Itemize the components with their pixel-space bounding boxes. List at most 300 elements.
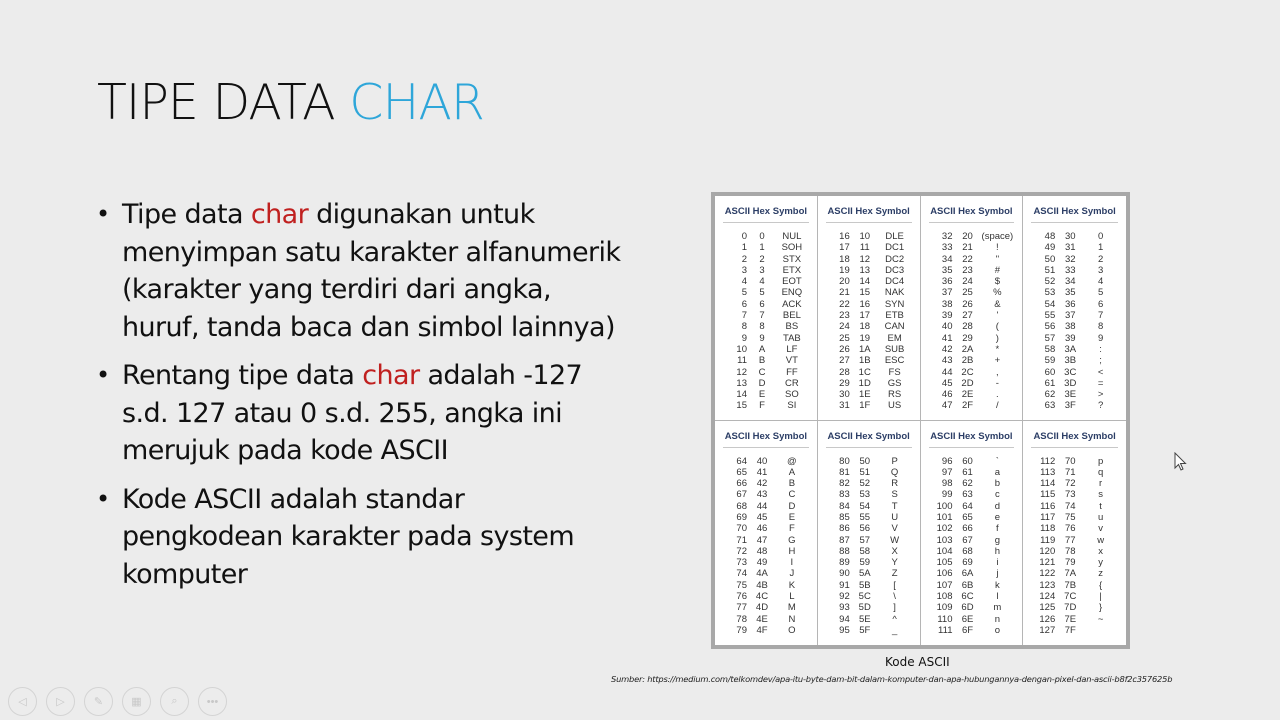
ascii-row [721, 333, 811, 344]
ascii-hex: 12 [859, 253, 871, 265]
ascii-decimal: 108 [936, 591, 953, 603]
ascii-symbol: DC3 [885, 264, 905, 276]
ascii-hex: C [758, 366, 766, 378]
ascii-block-header: ASCII Hex Symbol [723, 431, 809, 448]
ascii-decimal: 59 [1044, 355, 1056, 367]
ascii-decimal: 127 [1039, 624, 1056, 636]
ascii-decimal: 35 [941, 264, 953, 276]
bullet-item [96, 481, 626, 594]
ascii-row [927, 512, 1017, 523]
ascii-symbol: ETB [885, 310, 904, 322]
ascii-row [721, 355, 811, 366]
ascii-row [927, 276, 1017, 287]
ascii-hex: 69 [962, 557, 973, 569]
ascii-row [927, 378, 1017, 389]
ascii-symbol: Q [890, 466, 899, 478]
ascii-decimal: 62 [1044, 389, 1056, 401]
ascii-decimal: 26 [839, 343, 850, 355]
ascii-decimal: 24 [839, 321, 850, 333]
ascii-decimal: 109 [936, 602, 953, 614]
ascii-symbol: (space) [981, 231, 1014, 242]
ascii-row [927, 355, 1017, 366]
ascii-row [927, 400, 1017, 411]
image-caption: Kode ASCII [885, 655, 950, 669]
ascii-decimal: 54 [1044, 298, 1056, 310]
ascii-symbol: y [1098, 557, 1103, 569]
ascii-hex: 7D [1064, 602, 1077, 614]
ascii-symbol: ^ [892, 613, 897, 625]
ascii-row [927, 591, 1017, 602]
ascii-hex: 2 [759, 253, 765, 265]
ascii-decimal: 101 [936, 511, 953, 523]
ascii-row [721, 231, 811, 242]
ascii-decimal: 111 [938, 624, 953, 636]
ascii-hex: 56 [859, 523, 871, 535]
ascii-decimal: 93 [839, 602, 850, 614]
ascii-symbol: SYN [884, 298, 905, 310]
ascii-decimal: 61 [1044, 377, 1056, 389]
ascii-hex: 3F [1064, 400, 1076, 412]
pen-tool-icon: ✎ [93, 696, 104, 708]
ascii-row [927, 535, 1017, 546]
ascii-hex: 50 [859, 455, 871, 467]
ascii-hex: 8 [759, 321, 765, 333]
ascii-symbol: TAB [782, 332, 801, 344]
ascii-row [927, 231, 1017, 242]
ascii-symbol: 4 [1097, 276, 1104, 288]
ascii-decimal: 56 [1044, 321, 1056, 333]
ascii-decimal: 17 [839, 242, 850, 254]
ascii-decimal: 42 [941, 343, 953, 355]
ascii-symbol: d [994, 500, 1001, 512]
ascii-row [927, 501, 1017, 512]
highlight-keyword: char [362, 360, 420, 391]
ascii-row [1029, 591, 1120, 602]
ascii-row [927, 489, 1017, 500]
ascii-symbol: 3 [1097, 264, 1104, 276]
ascii-symbol: B [788, 478, 796, 490]
ascii-symbol: ` [995, 455, 999, 467]
ascii-symbol: SI [787, 400, 797, 412]
ascii-block [1023, 196, 1126, 421]
title-accent: CHAR [349, 74, 484, 131]
ascii-row [927, 367, 1017, 378]
ascii-block-header: ASCII Hex Symbol [826, 206, 912, 223]
ascii-decimal: 38 [941, 298, 953, 310]
ascii-row [1029, 489, 1120, 500]
ascii-hex: 68 [962, 545, 973, 557]
ascii-decimal: 95 [839, 624, 850, 636]
ascii-row [824, 321, 914, 332]
ascii-decimal: 89 [839, 557, 850, 569]
ascii-row [1029, 523, 1120, 534]
ascii-hex: 1A [858, 343, 871, 355]
bullet-item [96, 196, 626, 346]
ascii-hex: 72 [1064, 478, 1076, 490]
ascii-symbol: EM [887, 332, 902, 344]
ascii-block-header: ASCII Hex Symbol [1031, 431, 1118, 448]
ascii-symbol: f [996, 523, 999, 535]
ascii-symbol: RS [888, 389, 902, 401]
ascii-symbol: R [891, 478, 899, 490]
ascii-symbol: FS [888, 366, 901, 378]
ascii-symbol: A [788, 466, 796, 478]
ascii-symbol: LF [786, 343, 798, 355]
ascii-decimal: 106 [936, 568, 953, 580]
ascii-decimal: 80 [839, 455, 850, 467]
ascii-symbol: 8 [1097, 321, 1104, 333]
ascii-hex: 7F [1064, 624, 1076, 636]
ascii-symbol: m [993, 602, 1002, 614]
ascii-block [715, 421, 818, 646]
next-slide-button[interactable] [46, 687, 75, 716]
ascii-decimal: 45 [941, 377, 953, 389]
ascii-symbol: { [1099, 579, 1103, 591]
ascii-hex: 57 [859, 534, 871, 546]
ascii-hex: 10 [859, 231, 871, 242]
ascii-decimal: 113 [1040, 466, 1056, 478]
ascii-row [1029, 614, 1120, 625]
ascii-row [721, 344, 811, 355]
ascii-row [824, 367, 914, 378]
ascii-row [1029, 265, 1120, 276]
ascii-hex: 47 [756, 534, 768, 546]
ascii-hex: 18 [859, 321, 871, 333]
ascii-symbol: q [1097, 466, 1104, 478]
ascii-row [1029, 568, 1120, 579]
ascii-hex: B [758, 355, 766, 367]
more-options-button[interactable] [198, 687, 227, 716]
ascii-symbol: H [788, 545, 796, 557]
ascii-row [824, 557, 914, 568]
ascii-row [927, 344, 1017, 355]
ascii-row [721, 489, 811, 500]
ascii-row [824, 355, 914, 366]
ascii-decimal: 69 [736, 511, 747, 523]
ascii-decimal: 44 [941, 366, 953, 378]
ascii-hex: 25 [962, 287, 973, 299]
ascii-row [927, 557, 1017, 568]
ascii-hex: A [758, 343, 766, 355]
ascii-decimal: 0 [741, 231, 747, 242]
ascii-symbol: ) [995, 332, 999, 344]
ascii-hex: 1C [858, 366, 871, 378]
ascii-hex: 5C [858, 591, 871, 603]
ascii-decimal: 9 [741, 332, 747, 344]
ascii-symbol: DLE [885, 231, 904, 242]
ascii-decimal: 64 [736, 455, 747, 467]
ascii-decimal: 49 [1044, 242, 1056, 254]
ascii-hex: 1B [858, 355, 871, 367]
ascii-hex: 32 [1064, 253, 1076, 265]
ascii-decimal: 74 [736, 568, 747, 580]
ascii-hex: 4D [755, 602, 769, 614]
ascii-row [824, 344, 914, 355]
ascii-decimal: 104 [936, 545, 953, 557]
ascii-table-grid [715, 196, 1126, 645]
mouse-cursor-icon [1174, 452, 1187, 472]
ascii-hex: 9 [759, 332, 765, 344]
ascii-symbol: G [788, 534, 796, 546]
ascii-decimal: 81 [839, 466, 850, 478]
ascii-row [721, 614, 811, 625]
ascii-hex: 24 [962, 276, 973, 288]
ascii-hex: 3E [1064, 389, 1077, 401]
ascii-hex: 33 [1064, 264, 1076, 276]
ascii-row [927, 602, 1017, 613]
ascii-hex: 76 [1064, 523, 1076, 535]
ascii-decimal: 124 [1039, 591, 1056, 603]
bullet-list [96, 196, 626, 604]
ascii-hex: 0 [759, 231, 765, 242]
ascii-decimal: 25 [839, 332, 850, 344]
ascii-block-header: ASCII Hex Symbol [1031, 206, 1118, 223]
ascii-decimal: 8 [741, 321, 747, 333]
ascii-hex: 54 [859, 500, 871, 512]
ascii-symbol: VT [785, 355, 798, 367]
highlight-keyword: char [250, 199, 309, 230]
ascii-symbol: ENQ [781, 287, 803, 299]
ascii-decimal: 73 [736, 557, 747, 569]
ascii-hex: 5 [759, 287, 765, 299]
ascii-decimal: 110 [937, 613, 953, 625]
ascii-decimal: 39 [941, 310, 953, 322]
ascii-hex: 7B [1064, 579, 1077, 591]
ascii-row [824, 287, 914, 298]
ascii-decimal: 47 [941, 400, 953, 412]
previous-slide-icon: ◁ [18, 696, 27, 708]
ascii-row [824, 580, 914, 591]
ascii-hex: 1E [858, 389, 871, 401]
ascii-hex: 60 [962, 455, 973, 467]
ascii-symbol: , [996, 366, 999, 378]
ascii-row [927, 478, 1017, 489]
ascii-decimal: 33 [941, 242, 953, 254]
ascii-hex: 6F [961, 624, 974, 636]
ascii-row [824, 276, 914, 287]
ascii-symbol [1081, 625, 1120, 636]
ascii-decimal: 105 [936, 557, 953, 569]
ascii-row [824, 333, 914, 344]
ascii-decimal: 97 [941, 466, 953, 478]
ascii-symbol: } [1099, 602, 1103, 614]
ascii-hex: 78 [1064, 545, 1076, 557]
ascii-decimal: 121 [1039, 557, 1056, 569]
ascii-decimal: 19 [839, 264, 850, 276]
ascii-hex: 6E [961, 613, 974, 625]
ascii-decimal: 84 [839, 500, 850, 512]
pen-tool-button[interactable] [84, 687, 113, 716]
ascii-block [921, 196, 1024, 421]
ascii-symbol: Y [891, 557, 898, 569]
ascii-decimal: 83 [839, 489, 850, 501]
zoom-icon: ⌕ [171, 695, 178, 707]
ascii-decimal: 91 [839, 579, 850, 591]
ascii-hex: 1 [759, 242, 765, 254]
ascii-hex: 4F [756, 624, 768, 636]
ascii-row [824, 378, 914, 389]
ascii-block-header: ASCII Hex Symbol [929, 206, 1015, 223]
ascii-symbol: SO [785, 389, 799, 401]
ascii-hex: 15 [859, 287, 871, 299]
ascii-symbol: ; [1099, 355, 1102, 367]
ascii-row [824, 512, 914, 523]
ascii-hex: 49 [756, 557, 768, 569]
ascii-decimal: 92 [839, 591, 850, 603]
ascii-row [927, 580, 1017, 591]
ascii-row [721, 299, 811, 310]
ascii-hex: 22 [962, 253, 973, 265]
ascii-decimal: 58 [1044, 343, 1056, 355]
ascii-hex: 7A [1064, 568, 1077, 580]
ascii-decimal: 94 [839, 613, 850, 625]
ascii-decimal: 115 [1040, 489, 1056, 501]
ascii-row [721, 501, 811, 512]
ascii-decimal: 78 [736, 613, 747, 625]
ascii-row [721, 287, 811, 298]
ascii-decimal: 4 [741, 276, 747, 288]
ascii-hex: 21 [962, 242, 973, 254]
ascii-row [927, 625, 1017, 636]
ascii-row [721, 535, 811, 546]
ascii-symbol: SUB [884, 343, 905, 355]
ascii-row [721, 478, 811, 489]
ascii-hex: 45 [756, 511, 768, 523]
ascii-symbol: ? [1097, 400, 1104, 412]
ascii-decimal: 85 [839, 511, 850, 523]
ascii-decimal: 79 [736, 624, 747, 636]
ascii-row [721, 568, 811, 579]
ascii-symbol: o [994, 624, 1001, 636]
ascii-symbol: | [1099, 591, 1102, 603]
ascii-symbol: j [996, 568, 999, 580]
ascii-hex: 43 [756, 489, 768, 501]
ascii-hex: 46 [756, 523, 768, 535]
ascii-decimal: 96 [941, 455, 953, 467]
ascii-hex: 5D [858, 602, 871, 614]
ascii-decimal: 6 [741, 298, 747, 310]
ascii-row [1029, 310, 1120, 321]
ascii-row [824, 591, 914, 602]
ascii-decimal: 31 [839, 400, 850, 412]
ascii-hex: 3 [759, 264, 765, 276]
ascii-symbol: & [994, 298, 1001, 310]
ascii-symbol: : [1099, 343, 1102, 355]
ascii-hex: 13 [859, 264, 871, 276]
ascii-decimal: 51 [1044, 264, 1056, 276]
previous-slide-button[interactable] [8, 687, 37, 716]
bullet-text: digunakan untuk menyimpan satu karakter alfanumerik (karakter yang terdiri dari angka, huruf, tanda baca dan simbol lainnya) [122, 199, 621, 343]
ascii-decimal: 86 [839, 523, 850, 535]
ascii-decimal: 125 [1039, 602, 1056, 614]
ascii-hex: 27 [962, 310, 973, 322]
ascii-row [927, 254, 1017, 265]
ascii-symbol: i [996, 557, 999, 569]
ascii-decimal: 112 [1040, 455, 1056, 467]
ascii-row [927, 333, 1017, 344]
ascii-decimal: 46 [941, 389, 953, 401]
ascii-decimal: 41 [941, 332, 953, 344]
ascii-symbol: J [789, 568, 795, 580]
ascii-symbol: 9 [1097, 332, 1104, 344]
ascii-hex: 31 [1064, 242, 1076, 254]
ascii-decimal: 32 [941, 231, 953, 242]
ascii-symbol: . [996, 389, 999, 401]
ascii-hex: 4 [759, 276, 765, 288]
ascii-decimal: 118 [1040, 523, 1056, 535]
ascii-hex: 51 [859, 466, 871, 478]
ascii-row [927, 568, 1017, 579]
see-all-slides-button[interactable] [122, 687, 151, 716]
ascii-hex: 36 [1064, 298, 1076, 310]
ascii-hex: D [758, 377, 766, 389]
bullet-text: adalah -127 s.d. 127 atau 0 s.d. 255, angka ini merujuk pada kode ASCII [122, 360, 583, 466]
ascii-decimal: 103 [936, 534, 953, 546]
ascii-symbol: GS [887, 377, 902, 389]
ascii-row [824, 535, 914, 546]
ascii-hex: 42 [756, 478, 768, 490]
ascii-row [721, 523, 811, 534]
ascii-hex: 52 [859, 478, 871, 490]
ascii-decimal: 12 [736, 366, 747, 378]
ascii-symbol: L [789, 591, 795, 603]
ascii-row [1029, 478, 1120, 489]
ascii-row [927, 299, 1017, 310]
ascii-decimal: 3 [741, 264, 747, 276]
ascii-decimal: 52 [1044, 276, 1056, 288]
ascii-hex: 2A [961, 343, 974, 355]
ascii-symbol: X [891, 545, 898, 557]
ascii-hex: 5E [858, 613, 871, 625]
ascii-symbol: ' [996, 310, 999, 322]
ascii-row [1029, 512, 1120, 523]
ascii-symbol: * [995, 343, 1000, 355]
ascii-row [824, 478, 914, 489]
ascii-decimal: 66 [736, 478, 747, 490]
ascii-row [927, 467, 1017, 478]
ascii-row [1029, 625, 1120, 636]
ascii-row [1029, 242, 1120, 253]
ascii-symbol: P [891, 455, 898, 467]
ascii-row [1029, 287, 1120, 298]
ascii-hex: 71 [1064, 466, 1076, 478]
ascii-symbol: NAK [884, 287, 905, 299]
ascii-symbol: CAN [884, 321, 905, 333]
ascii-symbol: I [790, 557, 794, 569]
ascii-decimal: 67 [736, 489, 747, 501]
ascii-decimal: 55 [1044, 310, 1056, 322]
ascii-symbol: FF [786, 366, 798, 378]
ascii-symbol: < [1097, 366, 1104, 378]
ascii-decimal: 21 [839, 287, 850, 299]
ascii-symbol: b [994, 478, 1001, 490]
ascii-hex: 73 [1064, 489, 1076, 501]
ascii-symbol: c [995, 489, 1000, 501]
ascii-decimal: 75 [736, 579, 747, 591]
ascii-row [721, 602, 811, 613]
zoom-button[interactable] [160, 687, 189, 716]
ascii-symbol: DC2 [885, 253, 905, 265]
ascii-symbol: SOH [781, 242, 803, 254]
ascii-hex: 2E [961, 389, 974, 401]
ascii-row [824, 310, 914, 321]
ascii-decimal: 48 [1044, 231, 1056, 242]
ascii-row [1029, 602, 1120, 613]
ascii-hex: 29 [962, 332, 973, 344]
ascii-hex: 58 [859, 545, 871, 557]
ascii-symbol: / [996, 400, 999, 412]
ascii-symbol: ( [995, 321, 999, 333]
